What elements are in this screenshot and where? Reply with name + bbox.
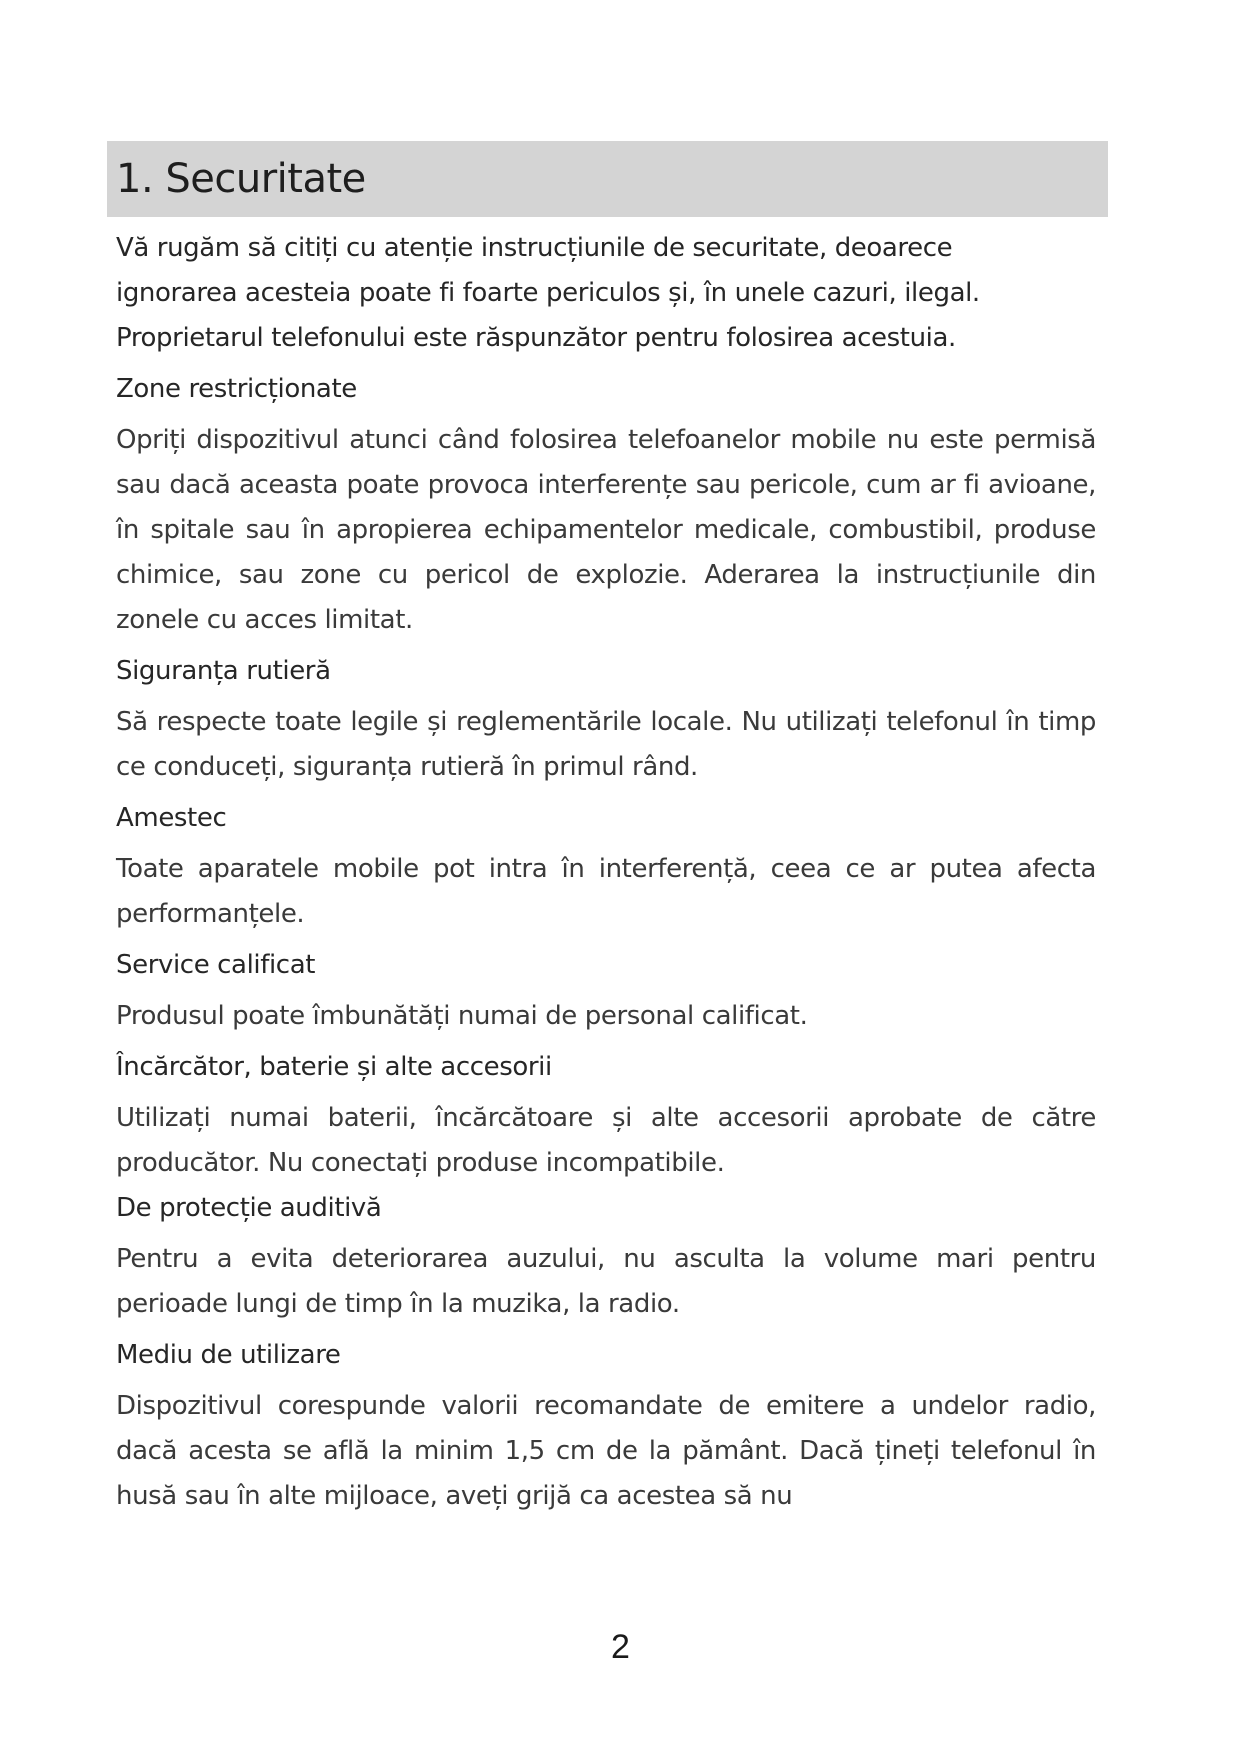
- paragraph-interference: Toate aparatele mobile pot intra în interferență, ceea ce ar putea afecta performanțele.: [116, 854, 1096, 929]
- paragraph-qualified-service: Produsul poate îmbunătăți numai de personal calificat.: [116, 1001, 808, 1031]
- intro-line-1: Vă rugăm să citiți cu atenție instrucțiunile de securitate, deoarece: [116, 233, 953, 263]
- subheading-interference: Amestec: [116, 803, 227, 833]
- page-number: 2: [611, 1628, 630, 1666]
- paragraph-usage-environment: Dispozitivul corespunde valorii recomandate de emitere a undelor radio, dacă acesta se află la minim 1,5 cm de la pământ. Dacă țineți telefonul în husă sau în alte mijloace, aveți grijă ca acestea să nu: [116, 1391, 1096, 1511]
- document-body: [116, 226, 1096, 1519]
- subheading-restricted-zones: Zone restricționate: [116, 374, 357, 404]
- subheading-qualified-service: Service calificat: [116, 950, 316, 980]
- paragraph-road-safety: Să respecte toate legile și reglementările locale. Nu utilizați telefonul în timp ce conduceți, siguranța rutieră în primul rând.: [116, 707, 1096, 782]
- section-heading: 1. Securitate: [116, 156, 366, 202]
- paragraph-hearing-protection: Pentru a evita deteriorarea auzului, nu asculta la volume mari pentru perioade lungi de timp în la muzika, la radio.: [116, 1244, 1096, 1319]
- subheading-road-safety: Siguranța rutieră: [116, 656, 331, 686]
- subheading-usage-environment: Mediu de utilizare: [116, 1340, 341, 1370]
- intro-line-3: Proprietarul telefonului este răspunzător pentru folosirea acestuia.: [116, 323, 956, 353]
- section-heading-bar: [107, 141, 1108, 217]
- subheading-charger-battery: Încărcător, baterie și alte accesorii: [116, 1052, 552, 1082]
- paragraph-restricted-zones: Opriți dispozitivul atunci când folosirea telefoanelor mobile nu este permisă sau dacă aceasta poate provoca interferențe sau pericole, cum ar fi avioane, în spitale sau în apropierea echipamentelor medicale, combustibil, produse chimice, sau zone cu pericol de explozie. Aderarea la instrucțiunile din zonele cu acces limitat.: [116, 425, 1096, 635]
- subheading-hearing-protection: De protecție auditivă: [116, 1193, 382, 1223]
- intro-line-2: ignorarea acesteia poate fi foarte periculos și, în unele cazuri, ilegal.: [116, 278, 980, 308]
- paragraph-charger-battery: Utilizați numai baterii, încărcătoare și alte accesorii aprobate de către producător. Nu conectați produse incompatibile.: [116, 1103, 1096, 1178]
